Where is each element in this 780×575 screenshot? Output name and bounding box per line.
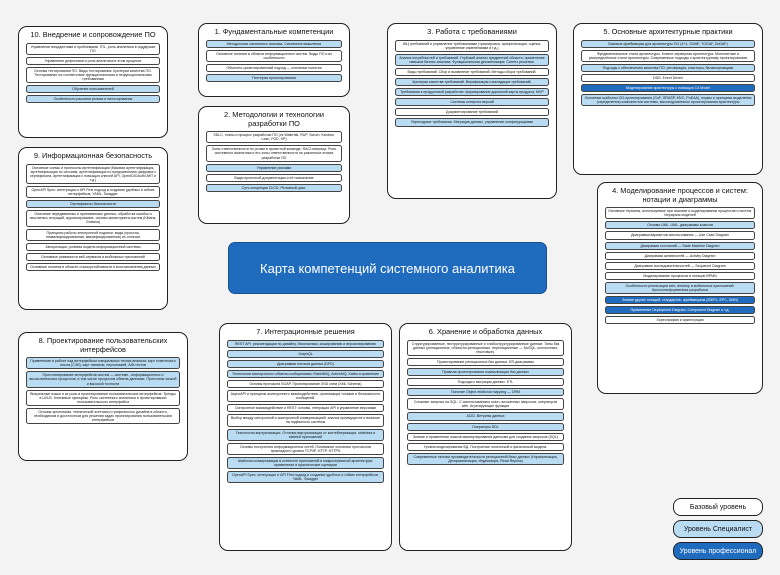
competency-item: Методология системного анализа. Системное мышление xyxy=(206,40,342,48)
competency-item: Принципы работы электронной подписи, виды (простая, неквалифицированная, квалифицированная) их отличия xyxy=(26,229,160,241)
competency-item: Основные схемы и протоколы аутентификации (базовая аутентификация, аутентификация по сессиям, аутентификация по предъявлению цифрового сертификата, аутентификация с помощью ключей API, OpenID/OAuth/JWT и т.д.) xyxy=(26,164,160,184)
panel-title: 9. Информационная безопасность xyxy=(33,151,153,160)
competency-item: Управление рисками xyxy=(206,164,342,172)
competency-item: Уровни моделирования БД. Построение логической и физической модели. xyxy=(407,443,564,451)
competency-item: Особенности раскатки релиза и пилотирования xyxy=(26,95,160,103)
panel-title: 2. Методологии и технологии разработки ПО xyxy=(224,110,324,128)
competency-item: Понятие Object relational mapping — ORM xyxy=(407,388,564,396)
competency-item: Знание и применение языков манипулирования данными для создания запросов (SQL) xyxy=(407,433,564,441)
competency-item: OpenAPI Spec: интеграция и API First подход в создании удобных и гибких интерфейсов, YAML, Swagger xyxy=(227,471,384,483)
competency-item: Системы контроля версий xyxy=(395,98,549,106)
panel-p2 xyxy=(198,106,350,224)
competency-item: Диаграмма последовательностей — Sequence Diagram xyxy=(605,262,755,270)
competency-item: SDLC, этапы и процесс разработки ПО (vs Waterfall, RUP, Scrum, Kanban, Lean, FDD, XP) xyxy=(206,131,342,143)
competency-item: Применение в работе над интерфейсом специальных техник анализа: карт клиентского опыта (CJM), карт эмпатии, персонажей, A/B-тестов xyxy=(26,357,180,369)
competency-item: Технологии асинхронного обмена сообщениями: RabbitMQ, ActiveMQ, Kafka и сравнение xyxy=(227,370,384,378)
competency-item: Виды требований. Сбор и выявление требований. Методы сбора требований. xyxy=(395,68,549,76)
competency-item: Основы построения информационных сетей. Понимание основных протоколов прикладного уровня TCP/IP, HTTP, HTTPS xyxy=(227,443,384,455)
legend-specialist: Уровень Специалист xyxy=(673,520,763,538)
panel-title: 1. Фундаментальные компетенции xyxy=(214,27,334,36)
panel-p6 xyxy=(399,323,572,551)
competency-item: ЖЦ требований и управление требованиями (трассировка, приоритизация, оценка, управление изменениями и т.д.) xyxy=(395,40,549,52)
competency-item: OpenAPI Spec: интеграция и API First подход в создании удобных и гибких интерфейсов, YAML, Swagger xyxy=(26,186,160,198)
competency-item: Структурированные, неструктурированные и слабоструктурированные данные. Типы баз данных (реляционные, объектно-реляционные, нереляционные — NoSQL, колоночные, текстовые). xyxy=(407,340,564,356)
competency-item: Основные понятия в области отказоустойчивости и восстановления данных xyxy=(26,263,160,271)
competency-item: Основы протокола SOAP. Проектирование XSD схем (XML Schema) xyxy=(227,380,384,388)
competency-item: Переходные требования. Миграция данных, управление конфигурациями xyxy=(395,118,549,126)
panel-title: 7. Интеграционные решения xyxy=(256,327,355,336)
panel-p7 xyxy=(219,323,392,551)
panel-title: 3. Работа с требованиями xyxy=(427,27,517,36)
competency-item: Описание передаваемых и принимаемых данных, обработка ошибок и нештатных ситуаций, журналирование, основы мониторинга систем (Kibana, Grafana) xyxy=(26,210,160,226)
competency-item: Проектирование реляционных баз данных. ER-диаграммы xyxy=(407,358,564,366)
competency-item: Диаграмма состояний — State Machine Diagram xyxy=(605,242,755,250)
panel-p10 xyxy=(18,26,168,138)
competency-item: Технологии виртуализации. Отличия виртуализации от контейнеризации, stateless и statefull приложений xyxy=(227,429,384,441)
center-title: Карта компетенций системного аналитика xyxy=(228,242,547,294)
panel-title: 10. Внедрение и сопровождение ПО xyxy=(30,30,156,39)
competency-item: Основы тестирования ПО. Виды тестирования. Критерии качества ПО. Тестирование на соответствие функциональным и нефункциональным требованиям xyxy=(26,67,160,83)
competency-item: Виды проектной документации и её назначение xyxy=(206,174,342,182)
legend-professional: Уровень профессионал xyxy=(673,542,763,560)
competency-item: GraphQL xyxy=(227,350,384,358)
panel-p3 xyxy=(387,23,557,199)
competency-item: Современные тактики производительности реляционной базы данных (Нормализация, Денормализация, Индексация, Read Replica) xyxy=(407,453,564,465)
competency-item: Основные термины, используемые при анализе и моделировании процессов и систем. Иерархия моделей xyxy=(605,207,755,219)
competency-item: REST API: рекомендации по дизайну, безопасным, кэшированию и версионированию xyxy=(227,340,384,348)
competency-item: Выбор между синхронной и асинхронной коммуникацией: анализ преимуществ и влияние на надёжность системы xyxy=(227,414,384,426)
competency-item: Основы эргономики, технической эстетики и графического дизайна в области, необходимом и достаточном для решения задач проектирования пользовательских интерфейсов xyxy=(26,408,180,424)
competency-item: Правила проектирования нормализации баз данных xyxy=(407,368,564,376)
competency-item: Анализ потребностей и требований. Глубокий анализ предметной области, применение навыков бизнес-анализа. Функциональная декомпозиция. Синтез решения. xyxy=(395,54,549,66)
panel-p1 xyxy=(198,23,350,97)
competency-item: Шаблоны коммуникации в контексте приложений и микросервисной архитектуры: применение и практические сценарии xyxy=(227,457,384,469)
panel-title: 5. Основные архитектурные практики xyxy=(603,27,733,36)
panel-title: 8. Проектирование пользовательских интерфейсов xyxy=(38,336,168,354)
competency-item: Сертификаты безопасности xyxy=(26,200,160,208)
competency-item: Применение Deployment Diagram, Component Diagram и т.д. xyxy=(605,306,755,314)
competency-item: AsyncAPI и принципы асинхронного взаимодействия: организация топиков и безопасность сообщений. xyxy=(227,390,384,402)
competency-item: Базовые фреймворки для архитектуры ПО (4+1, SOMF, TOGAF, DoDAF) xyxy=(581,40,755,48)
competency-item: Знание других нотаций, стандартов, фреймворков (IDEF0, EPC, DMN) xyxy=(605,296,755,304)
competency-item: Управление инцидентами и проблемами, ITIL, роль аналитика в поддержке ПО xyxy=(26,43,160,55)
competency-item: Диаграмма активностей — Activity Diagram xyxy=(605,252,755,260)
competency-item: Объектно-ориентированный подход — основные понятия xyxy=(206,64,342,72)
legend xyxy=(673,498,763,566)
competency-item: Зоны ответственности по ролям в проектной команде. RACI-матрица. Роль системного аналитика и его зоны ответственности на различных этапах разработки ПО xyxy=(206,145,342,161)
competency-item: DDD. Event Driven xyxy=(581,74,755,82)
competency-item: Хореография и оркестрация xyxy=(605,316,755,324)
competency-item: Сложные запросы на SQL. С использованием union, вложенных запросов, операторов with. Агрегирующие функции xyxy=(407,398,564,410)
competency-item: Подходы к миграции данных. ETL xyxy=(407,378,564,386)
competency-item: Управление дефектами и роль аналитика в этом процессе xyxy=(26,57,160,65)
competency-item: Фундаментальные стили архитектуры. Клиент-серверная архитектура. Монолитные и распределённые стили архитектуры. Современные подходы к архитектурному проектированию xyxy=(581,50,755,62)
competency-item: Операторы DDL xyxy=(407,423,564,431)
panel-title: 6. Хранение и обработка данных xyxy=(428,327,543,336)
competency-item: Авторизация, ролевая модель информационной системы xyxy=(26,243,160,251)
panel-p9 xyxy=(18,147,168,310)
competency-item: Документирование требований xyxy=(395,108,549,116)
panel-title: 4. Моделирование процессов и систем: нотации и диаграммы xyxy=(612,186,748,204)
competency-item: Диаграммы потоков данных (DFD) xyxy=(227,360,384,368)
competency-item: ACID. Ветрины данных xyxy=(407,412,564,420)
competency-item: Подходы к обеспечению качества ПО: репликация, кластеры, балансировщики xyxy=(581,64,755,72)
competency-item: Синхронное взаимодействие и REST: основы, генерация API и управление версиями xyxy=(227,404,384,412)
panel-p4 xyxy=(597,182,763,394)
competency-item: Особенности реализации web, desktop и мобильных приложений. Кроссплатформенная разработка xyxy=(605,282,755,294)
competency-item: Паттерны проектирования xyxy=(206,74,342,82)
panel-p8 xyxy=(18,332,188,461)
competency-item: Диаграмма вариантов использования — Use Case Diagram xyxy=(605,231,755,239)
competency-item: Суть концепции CI/CD. Релизный цикл. xyxy=(206,184,342,192)
competency-item: Основные понятия в области информационных систем. Виды ПО и их особенности xyxy=(206,50,342,62)
competency-item: Основные шаблоны ОО-проектирования (GoF, GRASP, MVC, PoEAA), нормы и принципы выделения (определения) компонентов системы, высокоуровневого проектирования архитектуры xyxy=(581,94,755,106)
competency-item: Моделирование процессов в нотации BPMN xyxy=(605,272,755,280)
competency-item: Обучение пользователей xyxy=(26,85,160,93)
competency-item: Прототипирование интерфейсов систем — системн., информационных и вычислительных процессов, в том числе процессов обмена данными. Прототипы низкой и высокой точности xyxy=(26,371,180,387)
competency-item: Основы UML. UML- диаграммы классов xyxy=(605,221,755,229)
competency-item: Требования к продуктовой разработке: формирование дорожной карты продукта, MVP xyxy=(395,88,549,96)
competency-item: Критерии качества требований. Верификация и валидация требований. xyxy=(395,78,549,86)
legend-basic: Базовый уровень xyxy=(673,498,763,516)
competency-item: Моделирование архитектуры с помощью C4 Model xyxy=(581,84,755,92)
competency-item: Основные уязвимости веб-сервисов и мобильных приложений xyxy=(26,253,160,261)
competency-item: Визуальные языки и их роль в проектировании пользовательских интерфейсов. Тренды в UI/UX. Ключевые принципы. Роль системного аналитика в проектировании пользовательского интерфейса xyxy=(26,390,180,406)
panel-p5 xyxy=(573,23,763,175)
